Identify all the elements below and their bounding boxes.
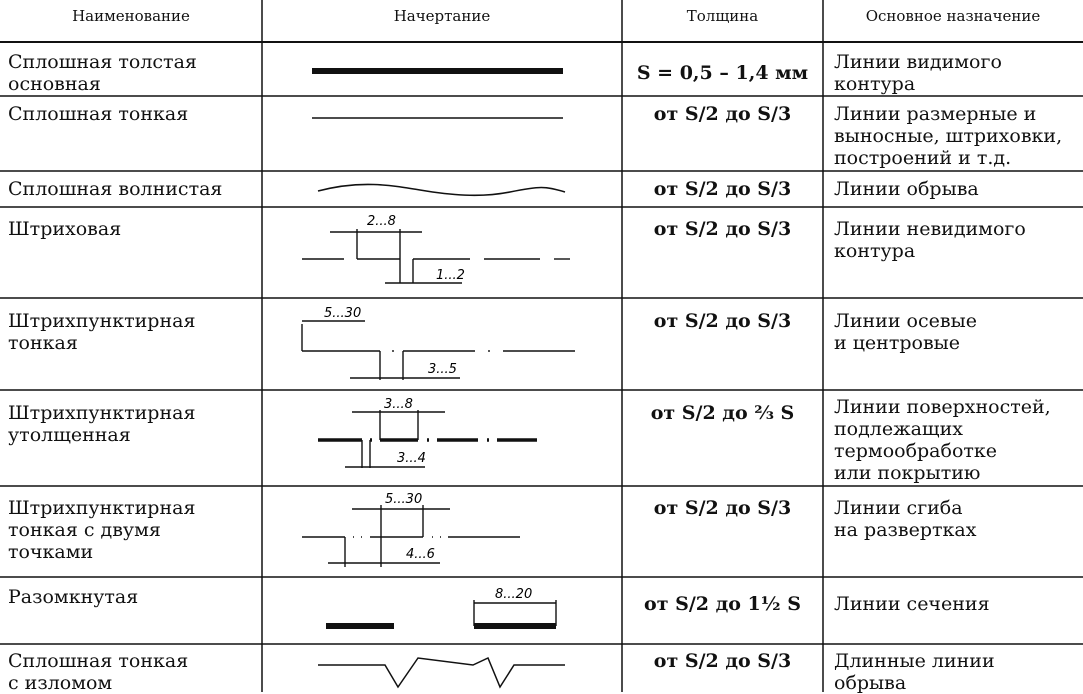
- header-name: Наименование: [72, 7, 190, 25]
- row-purpose: Линии невидимого контура: [834, 218, 1026, 262]
- row-name: Сплошная толстая основная: [8, 51, 197, 95]
- row-purpose: Линии осевые и центровые: [834, 310, 977, 354]
- row-name: Разомкнутая: [8, 586, 139, 608]
- break-line: [318, 658, 565, 687]
- dashdot-thick-drawing: [318, 410, 537, 468]
- dim-dashdot-gap: 3...5: [428, 362, 457, 377]
- wavy-line: [318, 184, 565, 195]
- row-thickness: от S/2 до S/3: [653, 103, 792, 125]
- row-thickness: от S/2 до S/3: [653, 178, 792, 200]
- header-purpose: Основное назначение: [865, 7, 1041, 25]
- row-thickness: от S/2 до S/3: [653, 650, 792, 672]
- row-name: Штрихпунктирная тонкая с двумя точками: [8, 497, 196, 563]
- row-name: Штрихпунктирная тонкая: [8, 310, 196, 354]
- dim-twodot-dash: 5...30: [385, 492, 423, 507]
- row-name: Сплошная волнистая: [8, 178, 223, 200]
- row-thickness: от S/2 до S/3: [653, 310, 792, 332]
- row-purpose: Линии размерные и выносные, штриховки, построений и т.д.: [834, 103, 1063, 169]
- row-thickness: от S/2 до S/3: [653, 497, 792, 519]
- row-purpose: Длинные линии обрыва: [834, 650, 995, 694]
- row-purpose: Линии поверхностей, подлежащих термообработке или покрытию: [834, 396, 1051, 484]
- row-thickness: от S/2 до S/3: [653, 218, 792, 240]
- row-name: Сплошная тонкая: [8, 103, 189, 125]
- row-purpose: Линии сгиба на развертках: [834, 497, 977, 541]
- row-purpose: Линии видимого контура: [834, 51, 1002, 95]
- dim-dashed-gap: 1...2: [436, 268, 465, 283]
- header-drawing: Начертание: [393, 7, 491, 25]
- dim-twodot-gap: 4...6: [406, 547, 435, 562]
- dim-open-length: 8...20: [495, 587, 533, 602]
- open-line-drawing: [326, 600, 556, 626]
- row-name: Штрихпунктирная утолщенная: [8, 402, 196, 446]
- row-purpose: Линии сечения: [834, 593, 990, 615]
- dim-dashed-dash: 2...8: [367, 214, 396, 229]
- row-purpose: Линии обрыва: [834, 178, 979, 200]
- header-thickness: Толщина: [686, 7, 759, 25]
- row-thickness: S = 0,5 – 1,4 мм: [636, 62, 809, 84]
- dim-thickdashdot-dash: 3...8: [384, 397, 413, 412]
- row-thickness: от S/2 до 1½ S: [644, 593, 801, 615]
- row-name: Штриховая: [8, 218, 122, 240]
- dim-dashdot-dash: 5...30: [324, 306, 362, 321]
- row-name: Сплошная тонкая с изломом: [8, 650, 189, 694]
- row-thickness: от S/2 до ⅔ S: [650, 402, 795, 424]
- dim-thickdashdot-gap: 3...4: [397, 451, 426, 466]
